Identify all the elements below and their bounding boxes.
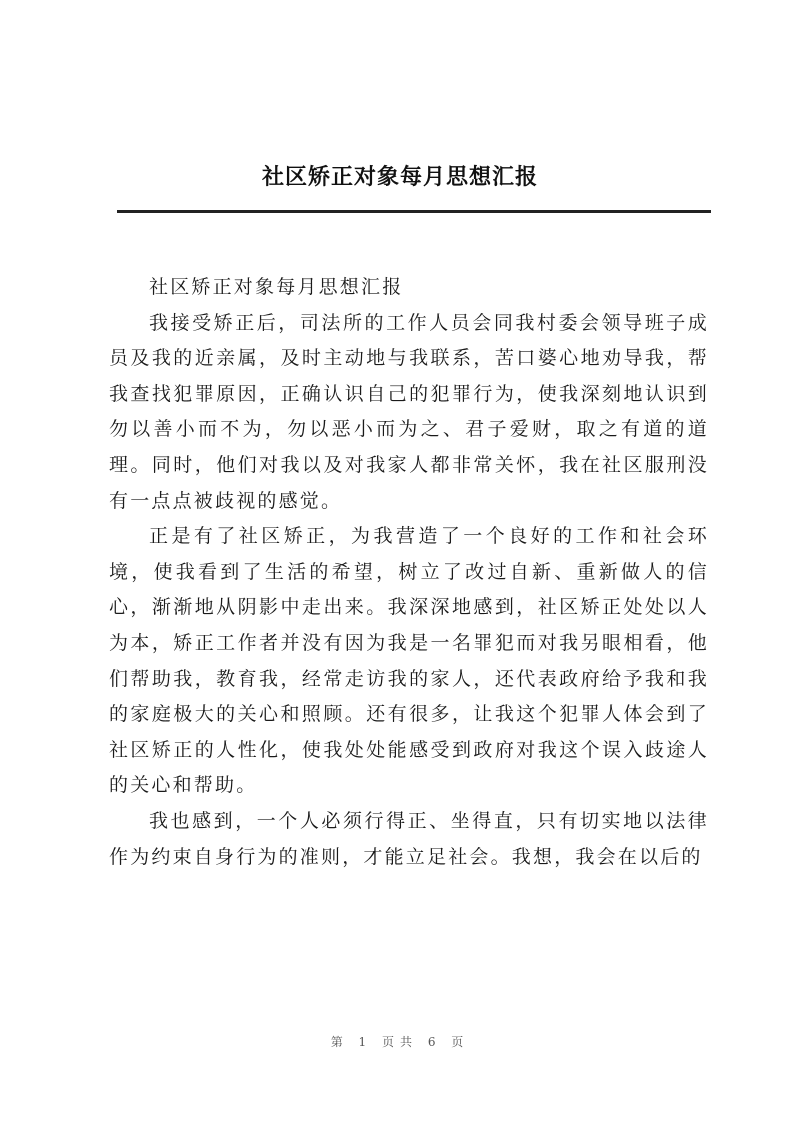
paragraph-3: 我也感到，一个人必须行得正、坐得直，只有切实地以法律作为约束自身行为的准则，才能立足社会。我想，我会在以后的: [109, 809, 709, 868]
paragraph-2: 正是有了社区矫正，为我营造了一个良好的工作和社会环境，使我看到了生活的希望，树立了改过自新、重新做人的信心，渐渐地从阴影中走出来。我深深地感到，社区矫正处处以人为本，矫正工作者并没有因为我是一名罪犯而对我另眼相看，他们帮助我，教育我，经常走访我的家人，还代表政府给予我和我的家庭极大的关心和照顾。还有很多，让我这个犯罪人体会到了社区矫正的人性化，使我处处能感受到政府对我这个误入歧途人的关心和帮助。: [109, 525, 709, 797]
paragraph-subtitle: 社区矫正对象每月思想汇报: [149, 276, 404, 298]
title-divider: [117, 210, 711, 213]
document-title: 社区矫正对象每月思想汇报: [261, 164, 538, 190]
document-body: [109, 270, 709, 875]
paragraph-1: 我接受矫正后，司法所的工作人员会同我村委会领导班子成员及我的近亲属，及时主动地与我联系，苦口婆心地劝导我，帮我查找犯罪原因，正确认识自己的犯罪行为，使我深刻地认识到勿以善小而不为，勿以恶小而为之、君子爱财，取之有道的道理。同时，他们对我以及对我家人都非常关怀，我在社区服刑没有一点点被歧视的感觉。: [109, 311, 709, 512]
page-footer: 第 1 页共 6 页: [330, 1035, 470, 1049]
